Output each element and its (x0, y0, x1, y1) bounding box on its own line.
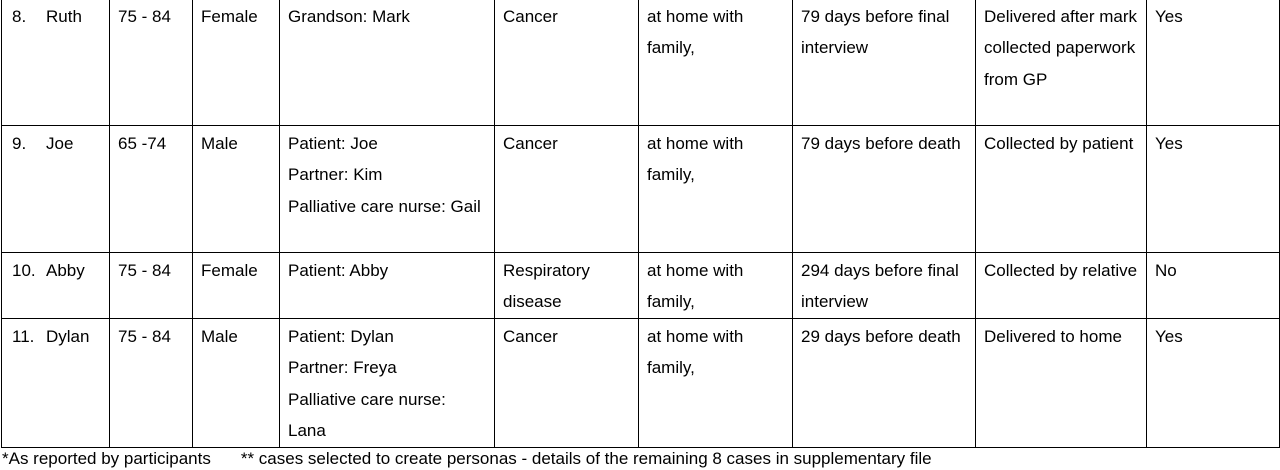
case-cell (2, 253, 110, 319)
case-name: Abby (46, 261, 85, 280)
participant-line: Grandson: Mark (288, 7, 410, 26)
delivery-cell: Delivered after mark collected paperwork from GP (976, 0, 1147, 126)
diagnosis-cell: Cancer (495, 0, 639, 126)
case-number: 10. (12, 261, 36, 280)
age-cell: 75 - 84 (110, 318, 193, 447)
age-cell: 65 -74 (110, 126, 193, 253)
table-row (2, 0, 1280, 126)
place-cell: at home with family, (639, 318, 793, 447)
participant-line: Patient: Dylan (288, 326, 394, 346)
case-name: Ruth (46, 7, 82, 26)
flag-cell: Yes (1147, 318, 1280, 447)
gender-cell: Female (193, 253, 280, 319)
timing-cell: 29 days before death (793, 318, 976, 447)
flag-cell: Yes (1147, 126, 1280, 253)
place-cell: at home with family, (639, 253, 793, 319)
case-name: Dylan (46, 326, 90, 346)
participant-line: Palliative care nurse: Lana (288, 389, 446, 441)
delivery-cell: Delivered to home (976, 318, 1147, 447)
age-cell: 75 - 84 (110, 253, 193, 319)
timing-cell: 79 days before death (793, 126, 976, 253)
participant-line: Partner: Freya (288, 358, 397, 378)
case-number: 11. (12, 326, 35, 346)
age-cell: 75 - 84 (110, 0, 193, 126)
participant-line: Partner: Kim (288, 165, 383, 185)
participant-line: Patient: Joe (288, 134, 378, 153)
footnote-reported: *As reported by participants (2, 449, 211, 468)
timing-cell: 79 days before final interview (793, 0, 976, 126)
participants-cell (280, 0, 495, 126)
diagnosis-cell: Cancer (495, 318, 639, 447)
timing-cell: 294 days before final interview (793, 253, 976, 319)
case-number: 8. (12, 7, 27, 26)
diagnosis-cell: Respiratory disease (495, 253, 639, 319)
participants-cell (280, 253, 495, 319)
flag-cell: Yes (1147, 0, 1280, 126)
table-row (2, 253, 1280, 319)
place-cell: at home with family, (639, 0, 793, 126)
gender-cell: Female (193, 0, 280, 126)
table-footnote (2, 448, 932, 470)
participants-cell (280, 318, 495, 447)
place-cell: at home with family, (639, 126, 793, 253)
delivery-cell: Collected by relative (976, 253, 1147, 319)
gender-cell: Male (193, 126, 280, 253)
table-row (2, 126, 1280, 253)
flag-cell: No (1147, 253, 1280, 319)
case-cell (2, 318, 110, 447)
participant-line: Patient: Abby (288, 261, 389, 280)
case-number: 9. (12, 134, 27, 153)
table-body (2, 0, 1280, 447)
case-table (1, 0, 1280, 448)
table-row (2, 318, 1280, 447)
participant-line: Palliative care nurse: Gail (288, 196, 481, 216)
case-cell (2, 126, 110, 253)
footnote-personas: ** cases selected to create personas - details of the remaining 8 cases in supplementary file (240, 449, 932, 468)
participants-cell (280, 126, 495, 253)
gender-cell: Male (193, 318, 280, 447)
diagnosis-cell: Cancer (495, 126, 639, 253)
delivery-cell: Collected by patient (976, 126, 1147, 253)
case-name: Joe (46, 134, 74, 153)
case-cell (2, 0, 110, 126)
